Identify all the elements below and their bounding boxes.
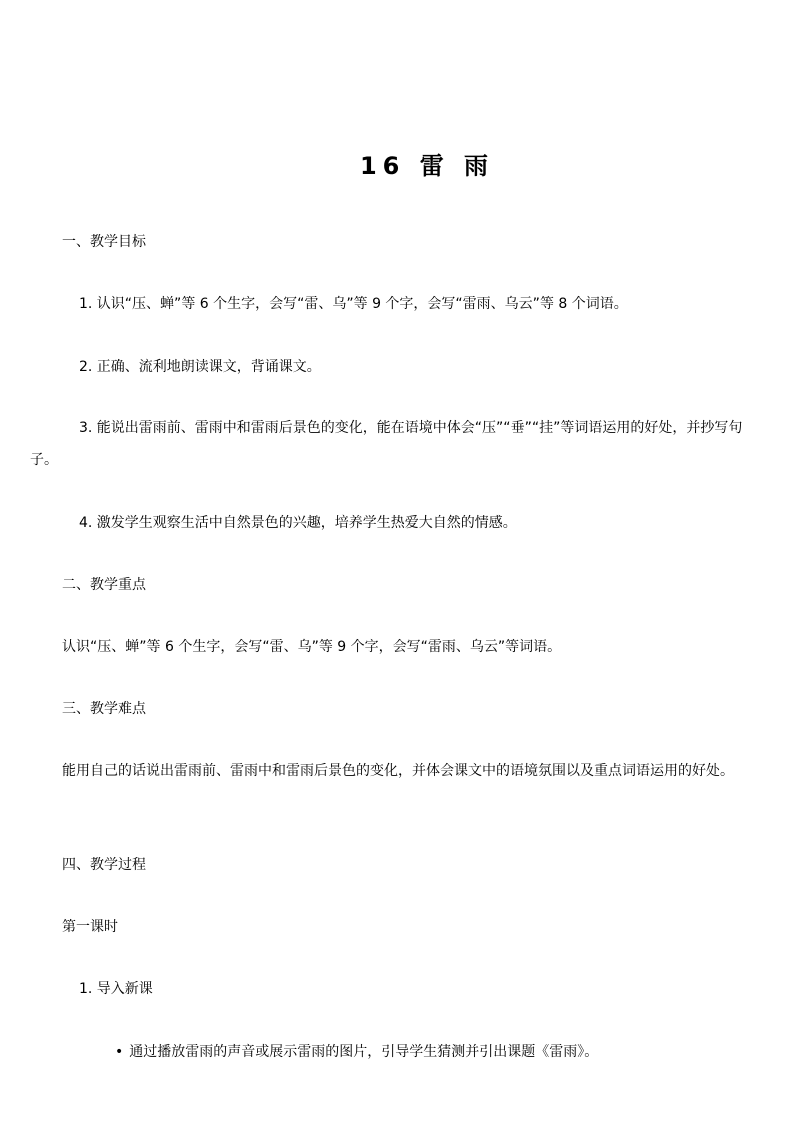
- section-heading-objectives: 一、教学目标: [62, 234, 146, 250]
- lesson-title: 16 雷 雨: [359, 152, 495, 180]
- bullet-icon: •: [115, 1044, 124, 1060]
- lesson-period-label: 第一课时: [62, 919, 118, 935]
- objective-item-1: 1. 认识“压、蝉”等 6 个生字，会写“雷、乌”等 9 个字，会写“雷雨、乌云”等 8 个词语。: [79, 296, 628, 312]
- key-points-text: 认识“压、蝉”等 6 个生字，会写“雷、乌”等 9 个字，会写“雷雨、乌云”等词语。: [62, 639, 562, 655]
- section-heading-key-points: 二、教学重点: [62, 577, 146, 593]
- objective-item-4: 4. 激发学生观察生活中自然景色的兴趣，培养学生热爱大自然的情感。: [79, 515, 517, 531]
- bullet-text: 通过播放雷雨的声音或展示雷雨的图片，引导学生猜测并引出课题《雷雨》。: [129, 1044, 599, 1060]
- objective-item-2: 2. 正确、流利地朗读课文，背诵课文。: [79, 359, 321, 375]
- section-heading-difficulties: 三、教学难点: [62, 701, 146, 717]
- process-step-1: 1. 导入新课: [79, 981, 153, 997]
- process-bullet-1: [115, 1042, 598, 1062]
- section-heading-process: 四、教学过程: [62, 857, 146, 873]
- objective-item-3: 3. 能说出雷雨前、雷雨中和雷雨后景色的变化，能在语境中体会“压”“垂”“挂”等词语运用的好处，并抄写句子。: [30, 420, 743, 468]
- difficulties-text: 能用自己的话说出雷雨前、雷雨中和雷雨后景色的变化，并体会课文中的语境氛围以及重点词语运用的好处。: [62, 763, 734, 779]
